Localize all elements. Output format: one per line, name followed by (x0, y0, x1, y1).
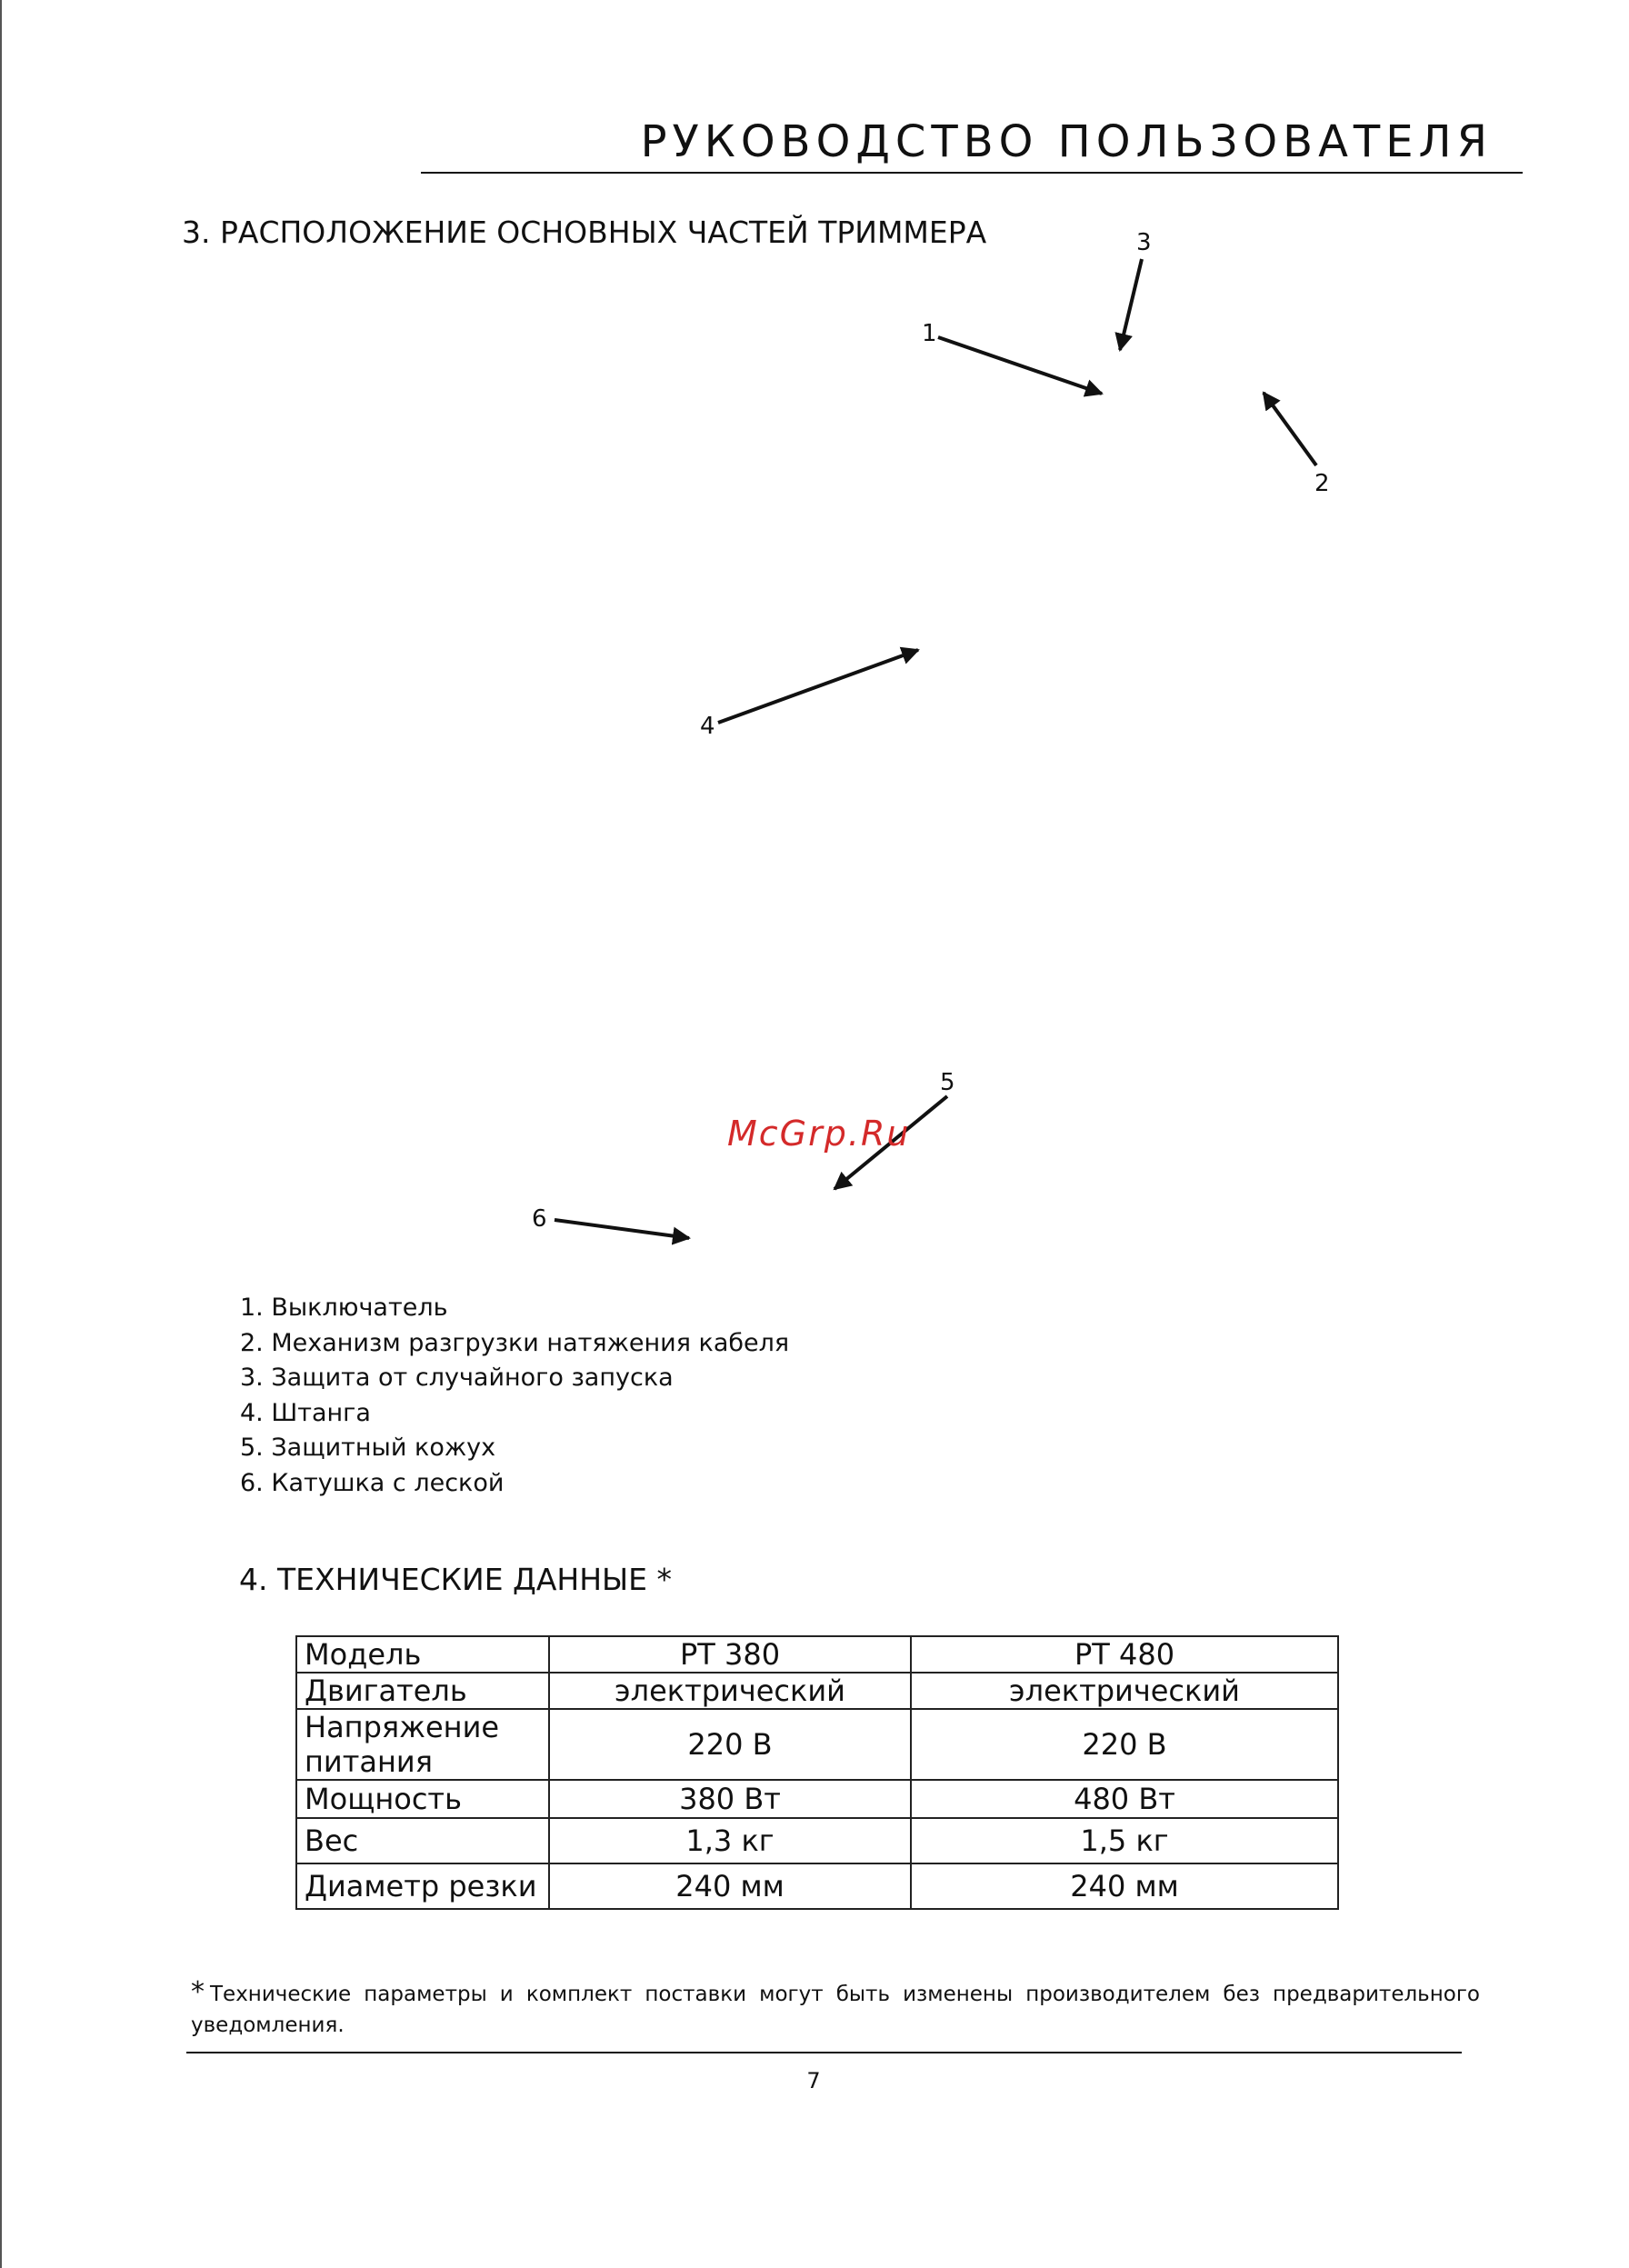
watermark: McGrp.Ru (727, 1114, 911, 1154)
section-4-title: 4. ТЕХНИЧЕСКИЕ ДАННЫЕ * (239, 1562, 673, 1597)
callout-arrow-3 (1120, 259, 1142, 350)
callout-label-1: 1 (922, 320, 937, 347)
table-cell: электрический (549, 1673, 911, 1709)
parts-list-item: 3. Защита от случайного запуска (240, 1364, 674, 1392)
table-cell: Напряжение питания (296, 1709, 549, 1780)
footnote-asterisk: * (191, 1976, 205, 2008)
parts-list-item: 4. Штанга (240, 1398, 371, 1427)
header-title: РУКОВОДСТВО ПОЛЬЗОВАТЕЛЯ (640, 116, 1493, 167)
callout-arrow-2 (1264, 393, 1316, 465)
table-cell: 1,3 кг (549, 1818, 911, 1863)
table-row (296, 1780, 1338, 1818)
table-row (296, 1818, 1338, 1863)
table-cell: электрический (911, 1673, 1338, 1709)
table-cell: 220 В (549, 1709, 911, 1780)
callout-label-4: 4 (700, 713, 715, 740)
callout-arrow-4 (718, 650, 918, 723)
callout-label-2: 2 (1314, 470, 1330, 497)
table-cell: Вес (296, 1818, 549, 1863)
table-cell: Мощность (296, 1780, 549, 1818)
callout-arrow-6 (555, 1220, 689, 1238)
table-cell: 480 Вт (911, 1780, 1338, 1818)
callout-label-3: 3 (1136, 229, 1152, 256)
specs-table (295, 1635, 1339, 1910)
table-cell: 240 мм (549, 1863, 911, 1909)
section-3-title: 3. РАСПОЛОЖЕНИЕ ОСНОВНЫХ ЧАСТЕЙ ТРИММЕРА (182, 215, 987, 250)
table-cell: 380 Вт (549, 1780, 911, 1818)
table-cell: PT 380 (549, 1636, 911, 1673)
table-cell: Модель (296, 1636, 549, 1673)
parts-list-item: 6. Катушка с леской (240, 1468, 505, 1497)
table-cell: Двигатель (296, 1673, 549, 1709)
footnote (191, 1977, 1480, 2041)
table-cell: Диаметр резки (296, 1863, 549, 1909)
table-row (296, 1636, 1338, 1673)
callout-label-6: 6 (532, 1205, 547, 1233)
callout-arrow-1 (938, 337, 1102, 394)
callout-label-5: 5 (940, 1069, 955, 1096)
page-number: 7 (806, 2068, 821, 2093)
footnote-text: Технические параметры и комплект поставки могут быть изменены производителем без предварительного уведомления. (191, 1983, 1480, 2037)
parts-list-item: 1. Выключатель (240, 1294, 448, 1322)
table-cell: 220 В (911, 1709, 1338, 1780)
table-cell: PT 480 (911, 1636, 1338, 1673)
table-row (296, 1673, 1338, 1709)
parts-list (240, 1291, 789, 1501)
parts-list-item: 2. Механизм разгрузки натяжения кабеля (240, 1328, 790, 1357)
parts-list-item: 5. Защитный кожух (240, 1434, 496, 1462)
table-row (296, 1863, 1338, 1909)
table-cell: 240 мм (911, 1863, 1338, 1909)
table-cell: 1,5 кг (911, 1818, 1338, 1863)
footer-rule (186, 2052, 1462, 2053)
table-row (296, 1709, 1338, 1780)
